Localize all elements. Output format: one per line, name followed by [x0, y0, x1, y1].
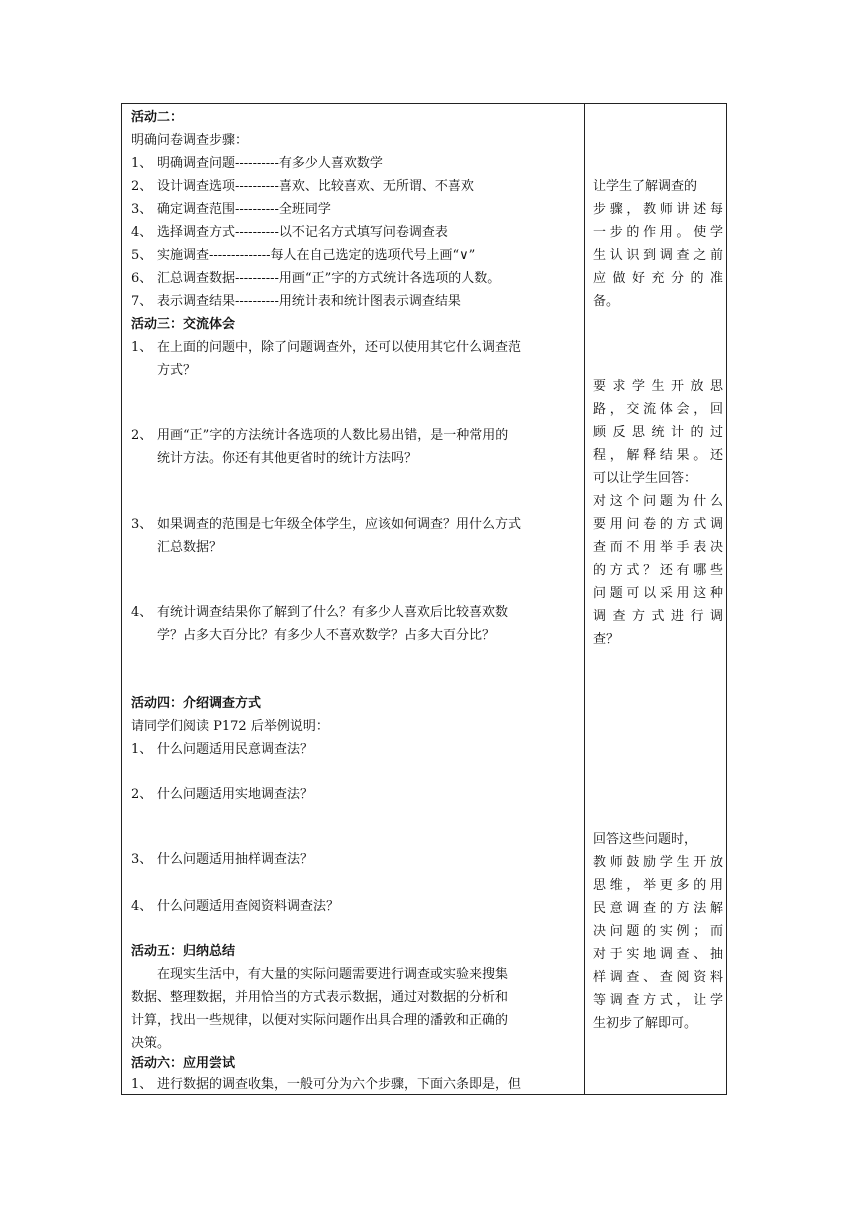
note-line: 程，解释结果。还	[593, 448, 723, 463]
note-line: 查？	[593, 632, 620, 647]
lesson-table	[121, 103, 727, 1095]
question-item-cont: 统计方法。你还有其他更省时的统计方法吗？	[157, 451, 418, 466]
note-line: 调查方式进行调	[593, 609, 723, 624]
paragraph-line: 数据、整理数据，并用恰当的方式表示数据，通过对数据的分析和	[131, 990, 509, 1005]
note-line: 路，交流体会，回	[593, 402, 723, 417]
activity-2-intro: 明确问卷调查步骤：	[131, 133, 249, 148]
question-item-cont: 学？占多大百分比？有多少人不喜欢数学？占多大百分比？	[157, 628, 496, 643]
question-item-cont: 汇总数据？	[157, 540, 223, 555]
activity-4-title: 活动四：介绍调查方式	[131, 696, 262, 711]
note-line: 可以让学生回答：	[593, 471, 698, 486]
column-divider	[584, 104, 585, 1094]
activity-5-title: 活动五：归纳总结	[131, 944, 236, 959]
note-line: 一步的作用。使学	[593, 225, 723, 240]
note-line: 备。	[593, 294, 620, 309]
note-line: 步骤，教师讲述每	[593, 202, 723, 217]
step-item: 1、 明确调查问题----------有多少人喜欢数学	[131, 156, 383, 171]
activity-6-title: 活动六：应用尝试	[131, 1056, 236, 1071]
question-item: 3、 如果调查的范围是七年级全体学生，应该如何调查？用什么方式	[131, 517, 522, 532]
note-line: 查而不用举手表决	[593, 540, 723, 555]
step-item: 3、 确定调查范围----------全班同学	[131, 202, 331, 217]
step-item: 6、 汇总调查数据----------用画“正”字的方式统计各选项的人数。	[131, 271, 501, 286]
note-line: 生认识到调查之前	[593, 248, 723, 263]
paragraph-line: 计算，找出一些规律，以便对实际问题作出具合理的潘敦和正确的	[131, 1013, 509, 1028]
activity-2-title: 活动二：	[131, 110, 184, 125]
note-line: 生初步了解即可。	[593, 1016, 698, 1031]
note-line: 回答这些问题时，	[593, 832, 698, 847]
note-line: 要用问卷的方式调	[593, 517, 723, 532]
note-line: 等调查方式，让学	[593, 993, 723, 1008]
note-line: 思维，举更多的用	[593, 878, 723, 893]
note-line: 问题可以采用这种	[593, 586, 723, 601]
note-line: 民意调查的方法解	[593, 901, 723, 916]
question-item: 1、 进行数据的调查收集，一般可分为六个步骤，下面六条即是，但	[131, 1077, 522, 1092]
question-item: 4、 有统计调查结果你了解到了什么？有多少人喜欢后比较喜欢数	[131, 605, 509, 620]
note-line: 教师鼓励学生开放	[593, 855, 723, 870]
paragraph-line: 在现实生活中，有大量的实际问题需要进行调查或实验来搜集	[131, 967, 509, 982]
activity-3-title: 活动三：交流体会	[131, 317, 236, 332]
question-item: 4、 什么问题适用查阅资料调查法？	[131, 899, 340, 914]
note-line: 顾反思统计的过	[593, 425, 723, 440]
question-item-cont: 方式？	[157, 363, 197, 378]
step-item: 5、 实施调查--------------每人在自己选定的选项代号上画“∨”	[131, 248, 476, 263]
step-item: 7、 表示调查结果----------用统计表和统计图表示调查结果	[131, 294, 461, 309]
paragraph-line: 决策。	[131, 1036, 171, 1051]
activity-4-intro: 请同学们阅读 P172 后举例说明：	[131, 719, 329, 734]
question-item: 1、 在上面的问题中，除了问题调查外，还可以使用其它什么调查范	[131, 340, 522, 355]
note-line: 应做好充分的准	[593, 271, 723, 286]
note-line: 的方式？还有哪些	[593, 563, 723, 578]
note-line: 决问题的实例；而	[593, 924, 723, 939]
note-line: 让学生了解调查的	[593, 179, 698, 194]
step-item: 2、 设计调查选项----------喜欢、比较喜欢、无所谓、不喜欢	[131, 179, 474, 194]
step-item: 4、 选择调查方式----------以不记名方式填写问卷调查表	[131, 225, 448, 240]
note-line: 要求学生开放思	[593, 379, 723, 394]
note-line: 对于实地调查、抽	[593, 947, 723, 962]
question-item: 3、 什么问题适用抽样调查法？	[131, 852, 314, 867]
note-line: 样调查、查阅资料	[593, 970, 723, 985]
question-item: 1、 什么问题适用民意调查法？	[131, 742, 314, 757]
question-item: 2、 什么问题适用实地调查法？	[131, 787, 314, 802]
note-line: 对这个问题为什么	[593, 494, 723, 509]
question-item: 2、 用画“正”字的方法统计各选项的人数比易出错，是一种常用的	[131, 428, 509, 443]
